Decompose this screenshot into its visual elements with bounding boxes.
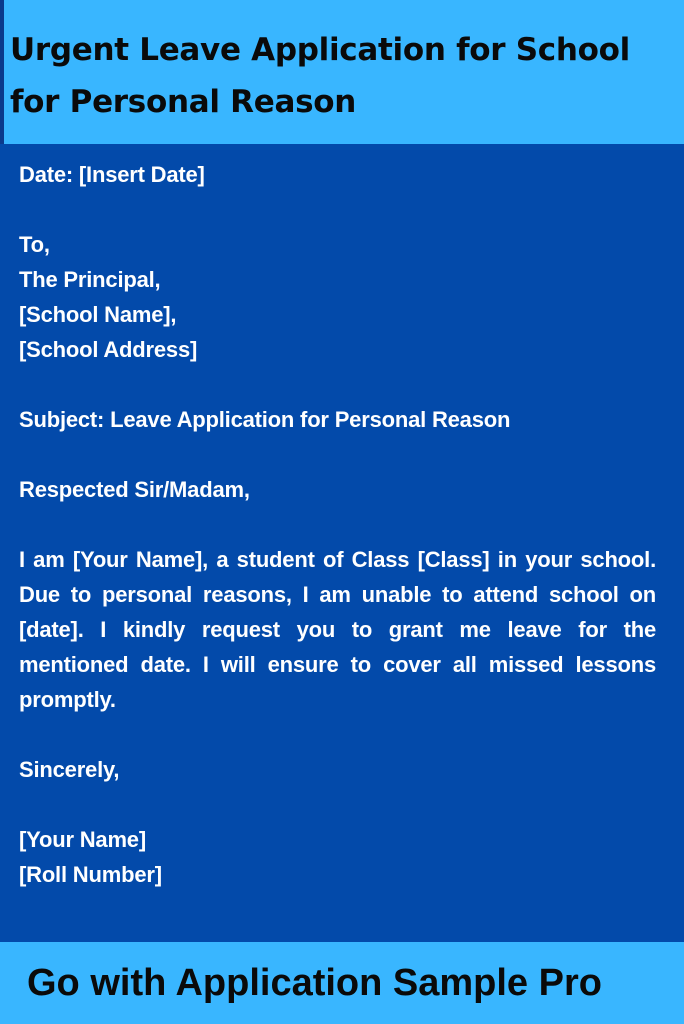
address-line-principal: The Principal, (19, 267, 161, 292)
letter-body (19, 157, 656, 892)
subject-line: Subject: Leave Application for Personal Reason (19, 407, 511, 432)
page-title: Urgent Leave Application for School for Personal Reason (10, 32, 630, 120)
address-line-to: To, (19, 232, 50, 257)
footer-banner (0, 942, 684, 1024)
date-line: Date: [Insert Date] (19, 162, 205, 187)
footer-brand-text: Go with Application Sample Pro (27, 962, 602, 1004)
closing: Sincerely, (19, 757, 120, 782)
letter-panel (0, 144, 684, 942)
salutation: Respected Sir/Madam, (19, 477, 250, 502)
letter-paragraph: I am [Your Name], a student of Class [Class] in your school. Due to personal reasons, I am unable to attend school on [date]. I kindly request you to grant me leave for the mentioned date. I will ensure to cover all missed lessons promptly. (19, 547, 656, 712)
recipient-address (19, 227, 656, 367)
signature-name: [Your Name] (19, 827, 146, 852)
signature-roll-number: [Roll Number] (19, 862, 162, 887)
address-line-school-name: [School Name], (19, 302, 177, 327)
signature-block (19, 822, 656, 892)
title-banner (0, 0, 684, 144)
address-line-school-address: [School Address] (19, 337, 198, 362)
